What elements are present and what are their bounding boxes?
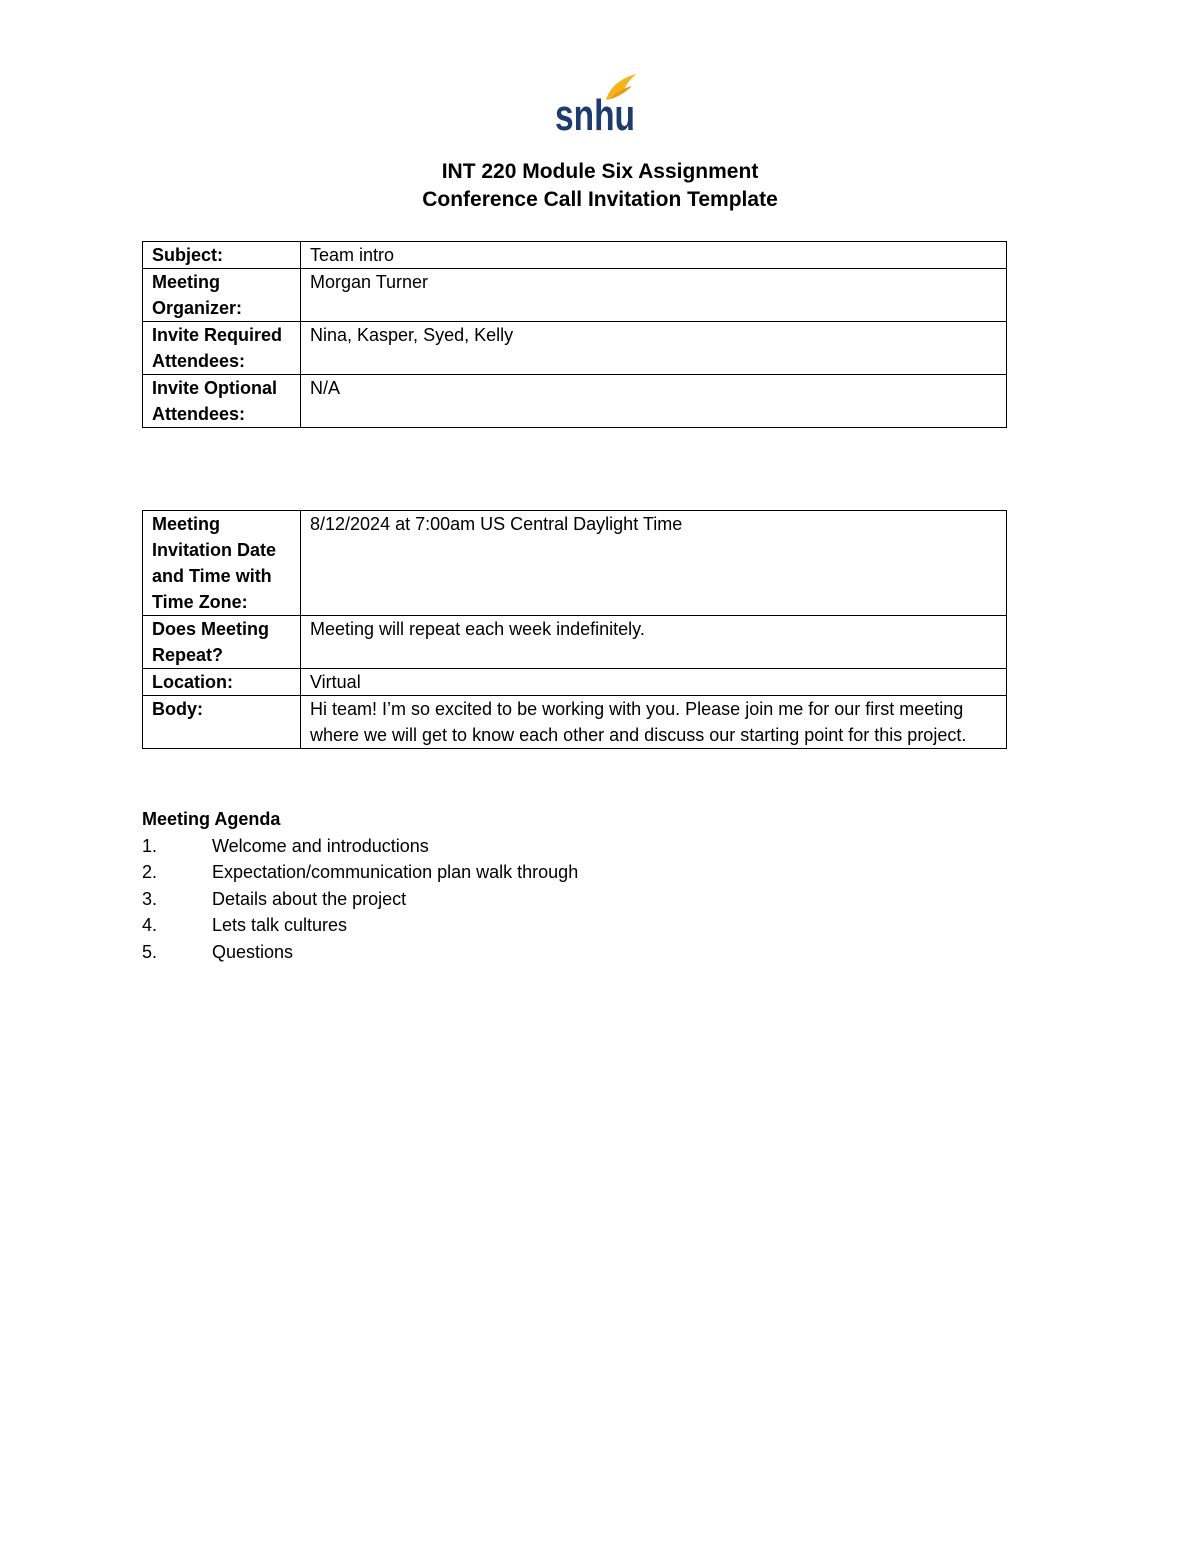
- optional-attendees-label: Invite Optional Attendees:: [143, 375, 301, 428]
- agenda-item-number: 5.: [142, 941, 158, 962]
- repeat-value: Meeting will repeat each week indefinitely.: [301, 616, 1007, 669]
- list-item: [142, 886, 578, 913]
- repeat-label: Does Meeting Repeat?: [143, 616, 301, 669]
- required-attendees-label: Invite Required Attendees:: [143, 322, 301, 375]
- agenda-list: [142, 833, 578, 966]
- table-row: [143, 696, 1007, 749]
- list-item: [142, 833, 578, 860]
- table-row: [143, 269, 1007, 322]
- location-label: Location:: [143, 669, 301, 696]
- agenda-item-number: 1.: [142, 835, 158, 856]
- table-row: [143, 511, 1007, 616]
- organizer-value: Morgan Turner: [301, 269, 1007, 322]
- agenda-item-number: 2.: [142, 862, 158, 882]
- agenda-title: Meeting Agenda: [142, 809, 281, 829]
- table-row: [143, 616, 1007, 669]
- body-label: Body:: [143, 696, 301, 749]
- date-time-label: Meeting Invitation Date and Time with Time Zone:: [143, 511, 301, 616]
- details-table: [142, 510, 1007, 749]
- body-value: Hi team! I’m so excited to be working with you. Please join me for our first meeting where we will get to know each other and discuss our starting point for this project.: [301, 696, 1007, 749]
- agenda-item-number: 4.: [142, 915, 158, 935]
- agenda-item-text: Details about the project: [212, 888, 407, 909]
- meeting-agenda: [142, 806, 578, 965]
- required-attendees-value: Nina, Kasper, Syed, Kelly: [301, 322, 1007, 375]
- table-row: [143, 242, 1007, 269]
- subject-label: Subject:: [143, 242, 301, 269]
- title-line-2: Conference Call Invitation Template: [422, 188, 778, 211]
- list-item: [142, 939, 578, 966]
- optional-attendees-value: N/A: [301, 375, 1007, 428]
- subject-value: Team intro: [301, 242, 1007, 269]
- agenda-item-text: Welcome and introductions: [212, 835, 429, 856]
- list-item: [142, 859, 578, 886]
- agenda-item-text: Questions: [212, 941, 294, 962]
- snhu-logo: [554, 72, 638, 140]
- title-line-1: INT 220 Module Six Assignment: [441, 160, 759, 183]
- date-time-value: 8/12/2024 at 7:00am US Central Daylight Time: [301, 511, 1007, 616]
- agenda-item-text: Expectation/communication plan walk through: [212, 862, 579, 882]
- invite-table: [142, 241, 1007, 428]
- location-value: Virtual: [301, 669, 1007, 696]
- table-row: [143, 375, 1007, 428]
- table-row: [143, 669, 1007, 696]
- logo-text: snhu: [555, 91, 635, 140]
- list-item: [142, 912, 578, 939]
- snhu-logo-graphic: [554, 72, 638, 140]
- agenda-item-text: Lets talk cultures: [212, 915, 348, 935]
- document-title: [0, 158, 1200, 214]
- agenda-item-number: 3.: [142, 888, 158, 909]
- table-row: [143, 322, 1007, 375]
- organizer-label: Meeting Organizer:: [143, 269, 301, 322]
